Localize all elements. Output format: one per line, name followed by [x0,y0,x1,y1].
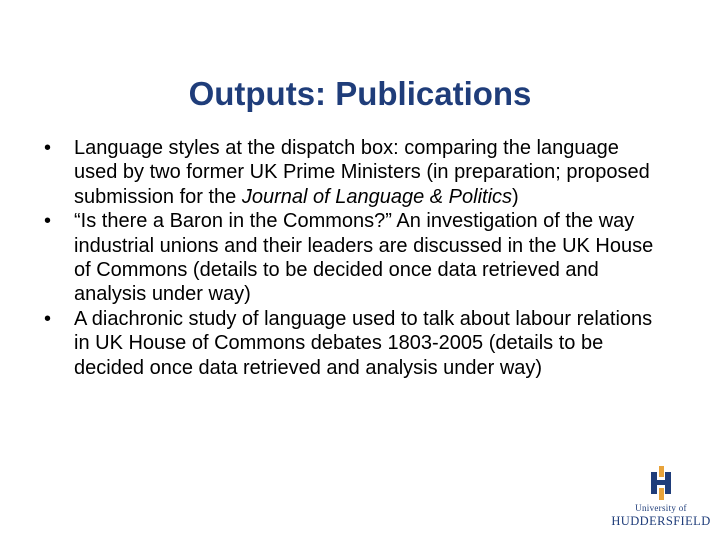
bullet-dot: • [44,307,52,330]
bullet-dot: • [44,210,52,233]
university-crest-icon [649,466,673,500]
bullet-1-text-end: ) [512,185,519,208]
bullet-2-text: “Is there a Baron in the Commons?” An investigation of the way industrial unions and their leaders are discussed in the UK House of Commons (details to be decided once data retrieved and analysis under way) [74,210,654,306]
bullet-list [44,136,664,380]
slide-title: Outputs: Publications [188,75,532,112]
journal-title: Journal of Language & Politics [241,185,513,208]
logo-text-university-of: University of [635,503,687,513]
university-logo [609,466,713,530]
bullet-item-1 [44,136,664,209]
bullet-item-2 [44,209,664,307]
bullet-dot: • [44,137,52,159]
logo-text-huddersfield: HUDDERSFIELD [611,514,711,528]
bullet-1-text: Language styles at the dispatch box: comparing the language used by two former UK Prime Ministers (in preparation; proposed submission for the [74,137,650,208]
bullet-3-text: A diachronic study of language used to talk about labour relations in UK House of Commons debates 1803-2005 (details to be decided once data retrieved and analysis under way) [74,307,653,379]
bullet-item-3 [44,307,664,380]
